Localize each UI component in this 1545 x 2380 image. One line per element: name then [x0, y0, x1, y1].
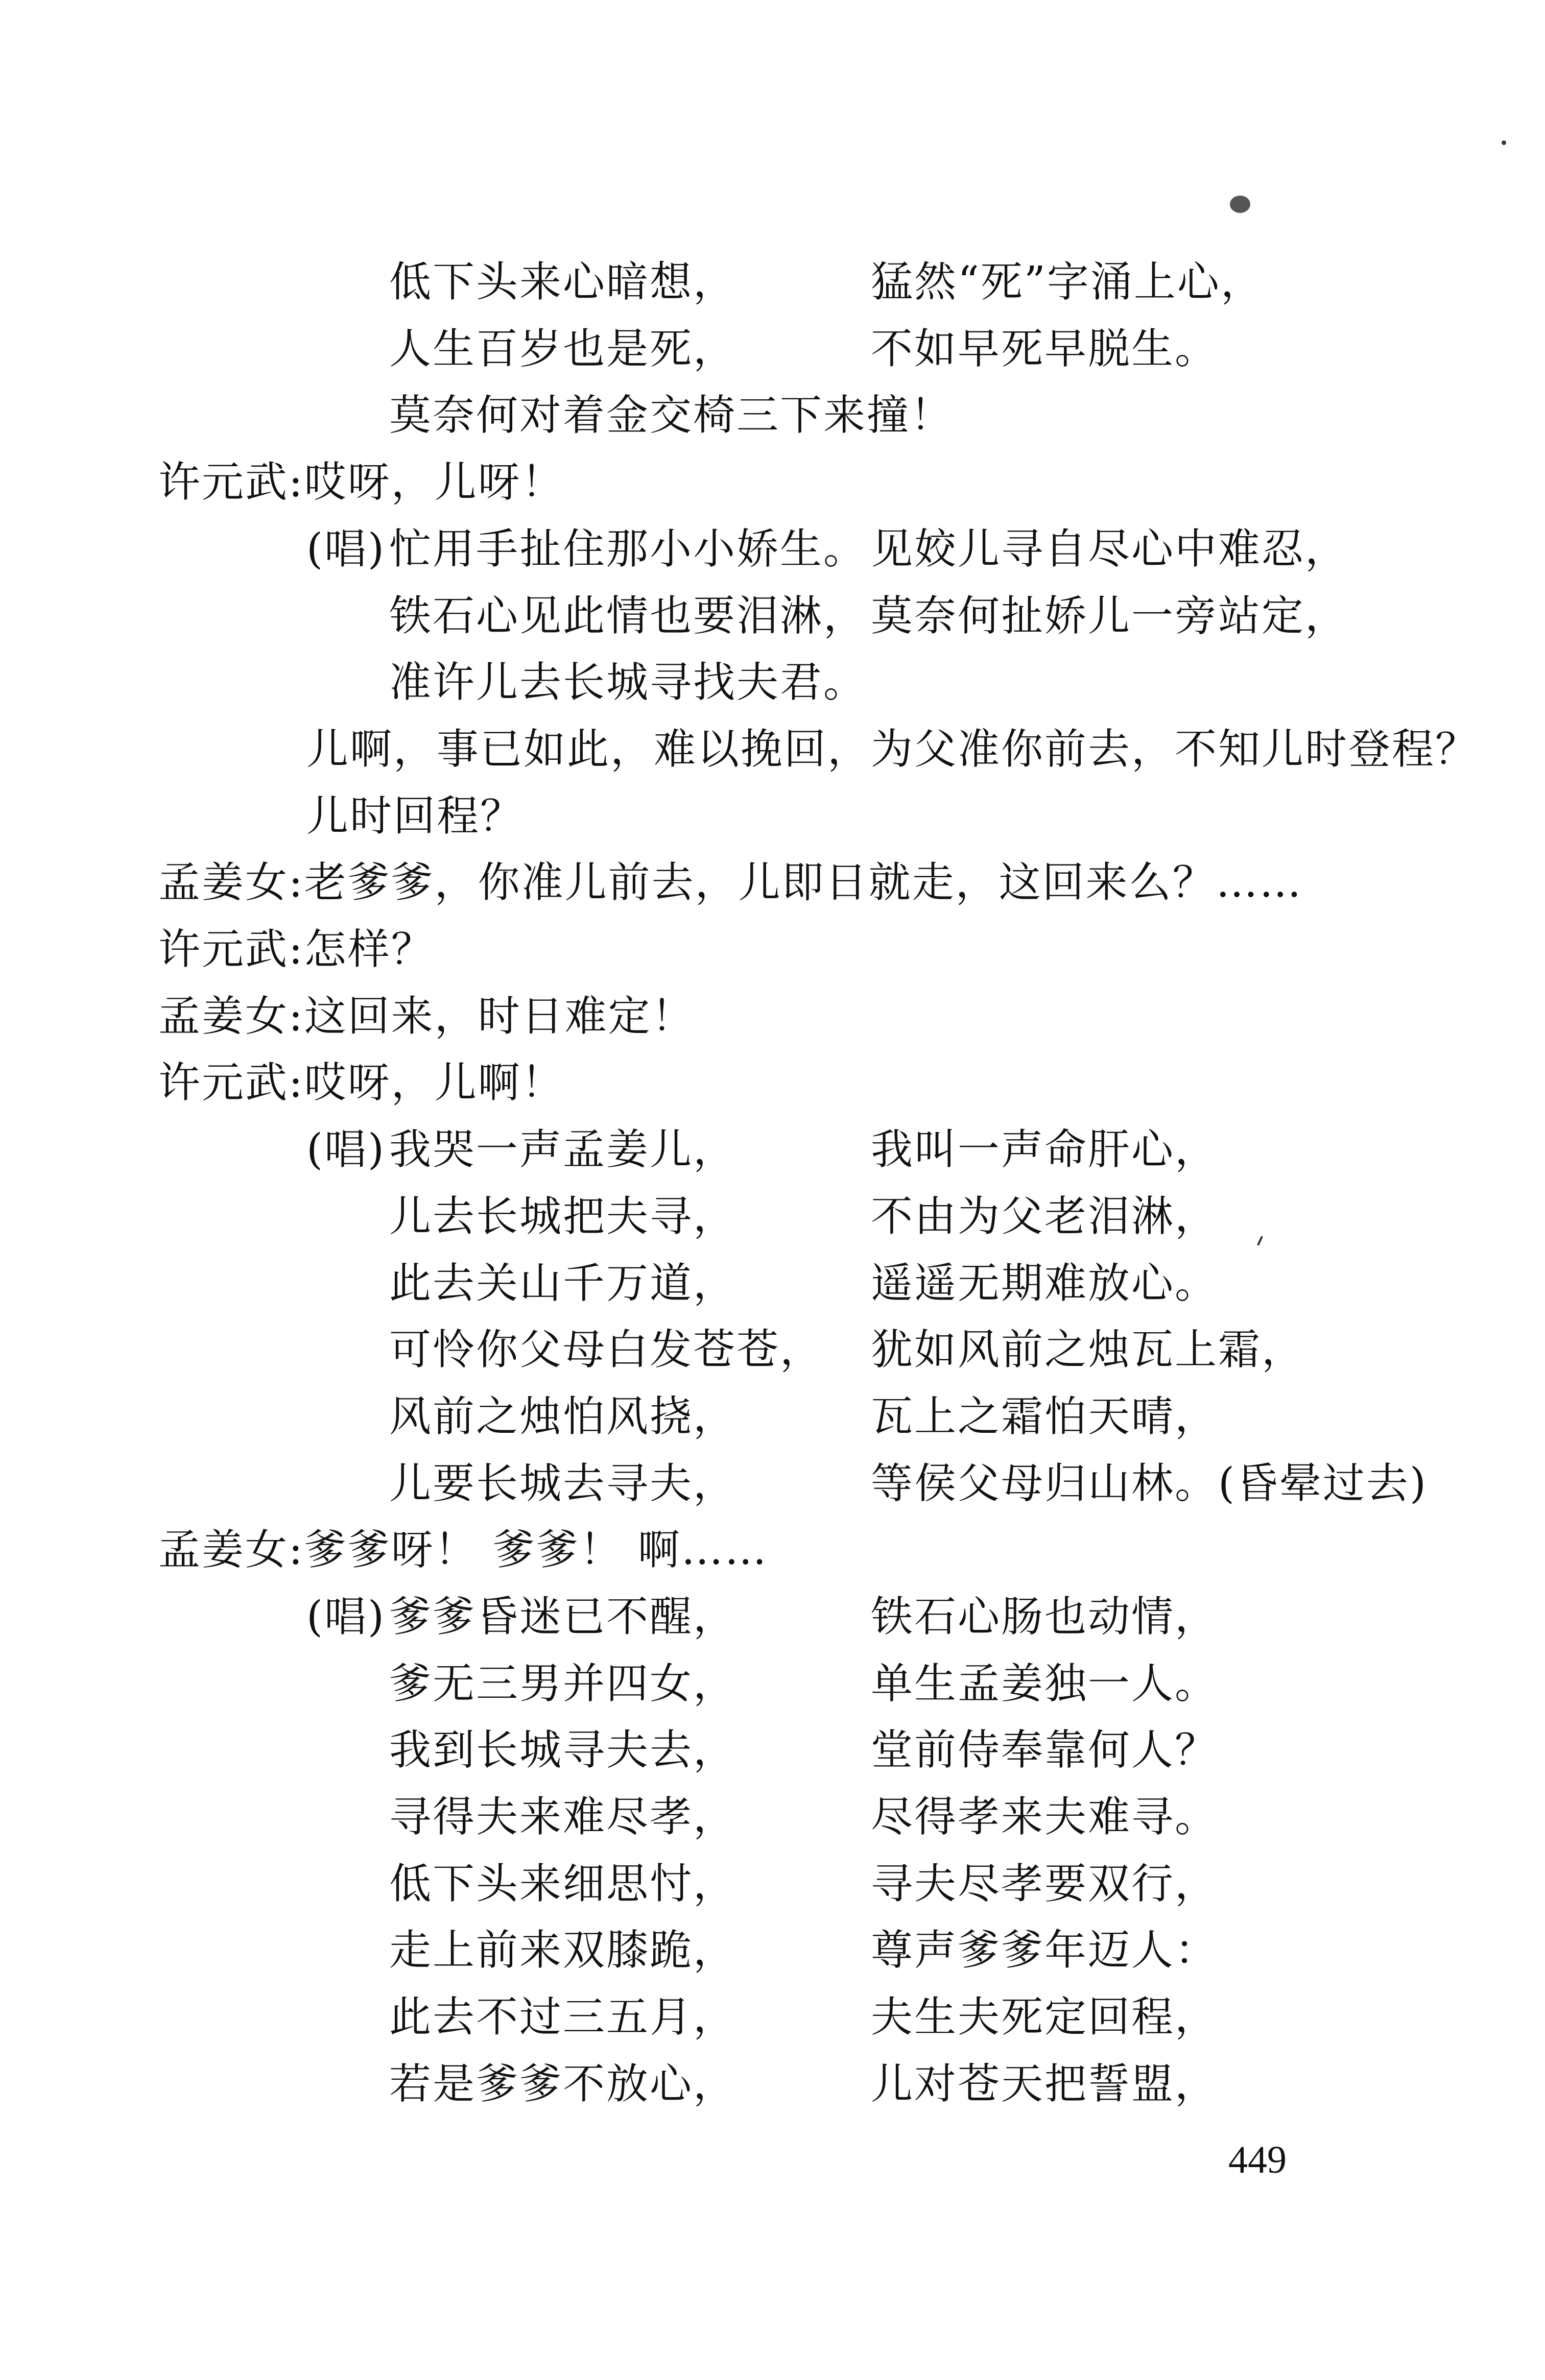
verse-left: 人生百岁也是死， [389, 325, 737, 373]
verse-left: 低下头来细思忖， [389, 1860, 737, 1908]
ink-speck [1502, 140, 1506, 145]
dialogue-line [158, 991, 695, 1042]
ink-speck [1230, 196, 1250, 213]
verse-left: 爹无三男并四女， [389, 1660, 737, 1708]
verse-left: 我到长城寻夫去， [389, 1726, 737, 1774]
dialogue-line [158, 924, 435, 975]
dialogue-text: 哎呀，儿啊！ [304, 1059, 565, 1107]
verse-left: 我哭一声孟姜儿， [389, 1125, 737, 1174]
page-number: 449 [1228, 2138, 1287, 2181]
sing-marker: (唱) [306, 1593, 386, 1641]
sing-marker: (唱) [306, 525, 386, 573]
verse-line: 准许儿去长城寻找夫君。 [389, 658, 867, 707]
verse-left: 爹爹昏迷已不醒， [389, 1593, 737, 1641]
dialogue-text: 老爹爹，你准儿前去，儿即日就走，这回来么？…… [304, 858, 1303, 907]
dialogue-text: 怎样？ [304, 925, 435, 974]
verse-left: 儿去长城把夫寻， [389, 1192, 737, 1241]
verse-right: 不由为父老泪淋， [871, 1192, 1219, 1241]
verse-right: 见姣儿寻自尽心中难忍， [871, 525, 1349, 573]
verse-right: 等侯父母归山林。(昏晕过去) [871, 1459, 1428, 1508]
verse-right: 夫生夫死定回程， [871, 1993, 1219, 2041]
verse-line: 莫奈何对着金交椅三下来撞！ [389, 391, 954, 440]
verse-left: 此去不过三五月， [389, 1993, 737, 2041]
dialogue-line [158, 857, 1303, 908]
verse-right: 尊声爹爹年迈人： [871, 1926, 1219, 1975]
speech-continuation: 儿时回程？ [306, 792, 524, 840]
verse-left: 可怜你父母白发苍苍， [389, 1326, 824, 1374]
verse-left: 风前之烛怕风挠， [389, 1392, 737, 1441]
verse-left: 若是爹爹不放心， [389, 2060, 737, 2108]
sing-marker: (唱) [306, 1125, 386, 1174]
dialogue-line [158, 457, 565, 508]
speaker-name: 许元武: [158, 1059, 304, 1107]
dialogue-text: 爹爹呀！ 爹爹！ 啊…… [304, 1526, 768, 1574]
verse-left: 铁石心见此情也要泪淋， [389, 592, 867, 640]
verse-left: 忙用手扯住那小小娇生。 [389, 525, 867, 573]
speaker-name: 孟姜女: [158, 1526, 304, 1574]
speaker-name: 许元武: [158, 925, 304, 974]
verse-right: 不如早死早脱生。 [871, 325, 1219, 373]
speech-continuation: 儿啊，事已如此，难以挽回，为父准你前去，不知儿时登程？ [306, 725, 1479, 774]
verse-right: 单生孟姜独一人。 [871, 1660, 1219, 1708]
verse-left: 低下头来心暗想， [389, 258, 737, 306]
verse-right: 猛然“死”字涌上心， [871, 258, 1264, 306]
verse-right: 铁石心肠也动情， [871, 1593, 1219, 1641]
speaker-name: 许元武: [158, 458, 304, 507]
verse-right: 堂前侍奉靠何人？ [871, 1726, 1219, 1774]
dialogue-line [158, 1057, 565, 1109]
verse-right: 寻夫尽孝要双行， [871, 1860, 1219, 1908]
speaker-name: 孟姜女: [158, 992, 304, 1041]
verse-right: 犹如风前之烛瓦上霜， [871, 1326, 1305, 1374]
speaker-name: 孟姜女: [158, 858, 304, 907]
verse-right: 儿对苍天把誓盟， [871, 2060, 1219, 2108]
dialogue-text: 这回来，时日难定！ [304, 992, 695, 1041]
dialogue-line [158, 1525, 768, 1576]
ink-speck [1257, 1236, 1263, 1246]
verse-right: 我叫一声命肝心， [871, 1125, 1219, 1174]
dialogue-text: 哎呀，儿呀！ [304, 458, 565, 507]
verse-left: 儿要长城去寻夫， [389, 1459, 737, 1508]
verse-left: 此去关山千万道， [389, 1259, 737, 1308]
verse-left: 寻得夫来难尽孝， [389, 1793, 737, 1841]
verse-left: 走上前来双膝跪， [389, 1926, 737, 1975]
verse-right: 瓦上之霜怕天晴， [871, 1392, 1219, 1441]
verse-right: 尽得孝来夫难寻。 [871, 1793, 1219, 1841]
verse-right: 遥遥无期难放心。 [871, 1259, 1219, 1308]
verse-right: 莫奈何扯娇儿一旁站定， [871, 592, 1349, 640]
